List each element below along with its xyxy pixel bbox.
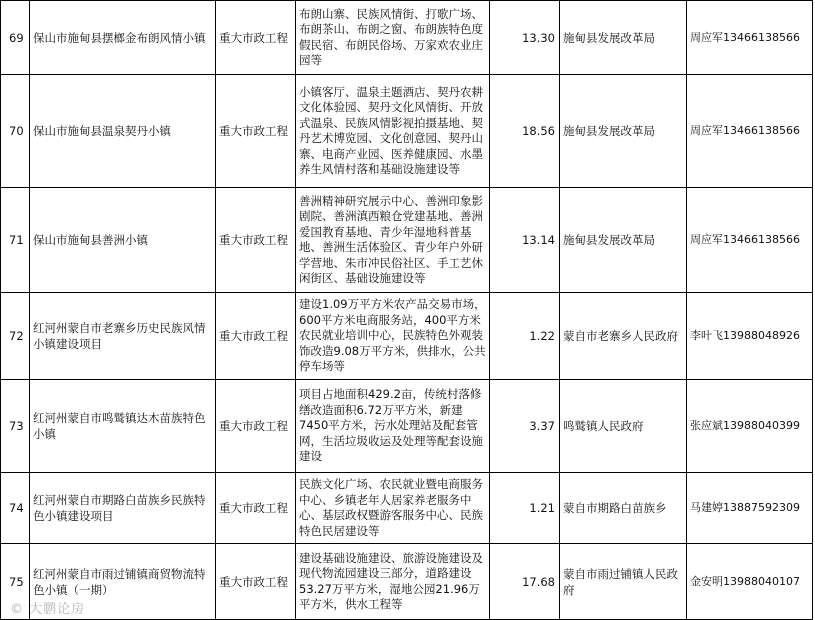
- row-number: 69: [1, 1, 30, 75]
- table-row: [1, 75, 813, 188]
- contact-person: 周应军13466138566: [687, 75, 813, 188]
- project-name: 保山市施甸县温泉契丹小镇: [30, 75, 216, 188]
- project-type: 重大市政工程: [216, 1, 296, 75]
- responsible-unit: 鸣鹫镇人民政府: [560, 380, 687, 473]
- project-name: 红河州蒙自市鸣鹫镇达木苗族特色小镇: [30, 380, 216, 473]
- investment-amount: 3.37: [490, 380, 560, 473]
- project-type: 重大市政工程: [216, 75, 296, 188]
- project-type: 重大市政工程: [216, 293, 296, 380]
- project-name: 保山市施甸县摆榔金布朗风情小镇: [30, 1, 216, 75]
- row-number: 73: [1, 380, 30, 473]
- responsible-unit: 施甸县发展改革局: [560, 188, 687, 293]
- project-description: 建设1.09万平方米农产品交易市场，600平方米电商服务站，400平方米农民就业培训中心，民族特色外观装饰改造9.08万平方米，供排水，公共停车场等: [296, 293, 490, 380]
- investment-amount: 1.21: [490, 473, 560, 544]
- project-type: 重大市政工程: [216, 544, 296, 620]
- table-row: [1, 293, 813, 380]
- contact-person: 李叶飞13988048926: [687, 293, 813, 380]
- project-name: 红河州蒙自市老寨乡历史民族风情小镇建设项目: [30, 293, 216, 380]
- responsible-unit: 蒙自市雨过铺镇人民政府: [560, 544, 687, 620]
- table-row: [1, 380, 813, 473]
- responsible-unit: 施甸县发展改革局: [560, 1, 687, 75]
- investment-amount: 13.30: [490, 1, 560, 75]
- investment-amount: 17.68: [490, 544, 560, 620]
- table-row: [1, 473, 813, 544]
- responsible-unit: 蒙自市期路白苗族乡: [560, 473, 687, 544]
- row-number: 75: [1, 544, 30, 620]
- table-row: [1, 544, 813, 620]
- contact-person: 马建婷13887592309: [687, 473, 813, 544]
- row-number: 71: [1, 188, 30, 293]
- project-description: 小镇客厅、温泉主题酒店、契丹农耕文化体验园、契丹文化风情街、开放式温泉、民族风情影视拍摄基地、契丹艺术博览园、文化创意园、契丹山寨、电商产业园、医养健康园、水墨养生风情村落和基础设施建设等: [296, 75, 490, 188]
- project-name: 保山市施甸县善洲小镇: [30, 188, 216, 293]
- contact-person: 张应斌13988040399: [687, 380, 813, 473]
- project-name: 红河州蒙自市雨过铺镇商贸物流特色小镇（一期）: [30, 544, 216, 620]
- project-type: 重大市政工程: [216, 380, 296, 473]
- project-type: 重大市政工程: [216, 188, 296, 293]
- project-description: 民族文化广场、农民就业暨电商服务中心、乡镇老年人居家养老服务中心、基层政权暨游客服务中心、民族特色民居建设等: [296, 473, 490, 544]
- project-type: 重大市政工程: [216, 473, 296, 544]
- responsible-unit: 施甸县发展改革局: [560, 75, 687, 188]
- row-number: 74: [1, 473, 30, 544]
- project-description: 建设基础设施建设、旅游设施建设及现代物流园建设三部分，道路建设53.27万平方米，湿地公园21.96万平方米，供水工程等: [296, 544, 490, 620]
- table-row: [1, 188, 813, 293]
- responsible-unit: 蒙自市老寨乡人民政府: [560, 293, 687, 380]
- table-row: [1, 1, 813, 75]
- investment-amount: 1.22: [490, 293, 560, 380]
- watermark-logo: © 大鹏论房: [10, 602, 86, 617]
- row-number: 72: [1, 293, 30, 380]
- investment-amount: 13.14: [490, 188, 560, 293]
- project-name: 红河州蒙自市期路白苗族乡民族特色小镇建设项目: [30, 473, 216, 544]
- contact-person: 周应军13466138566: [687, 1, 813, 75]
- contact-person: 周应军13466138566: [687, 188, 813, 293]
- investment-amount: 18.56: [490, 75, 560, 188]
- project-description: 项目占地面积429.2亩，传统村落修缮改造面积6.72万平方米，新建7450平方米，污水处理站及配套管网，生活垃圾收运及处理等配套设施建设: [296, 380, 490, 473]
- project-description: 善洲精神研究展示中心、善洲印象影剧院、善洲滇西粮仓党建基地、善洲爱国教育基地、青少年湿地科普基地、善洲生活体验区、青少年户外研学营地、朱市冲民俗社区、手工艺休闲街区、基础设施建设等: [296, 188, 490, 293]
- contact-person: 金安明13988040107: [687, 544, 813, 620]
- row-number: 70: [1, 75, 30, 188]
- project-description: 布朗山寨、民族风情街、打歌广场、布朗茶山、布朗之窗、布朗族特色度假民宿、布朗民俗场、万家欢农业庄园等: [296, 1, 490, 75]
